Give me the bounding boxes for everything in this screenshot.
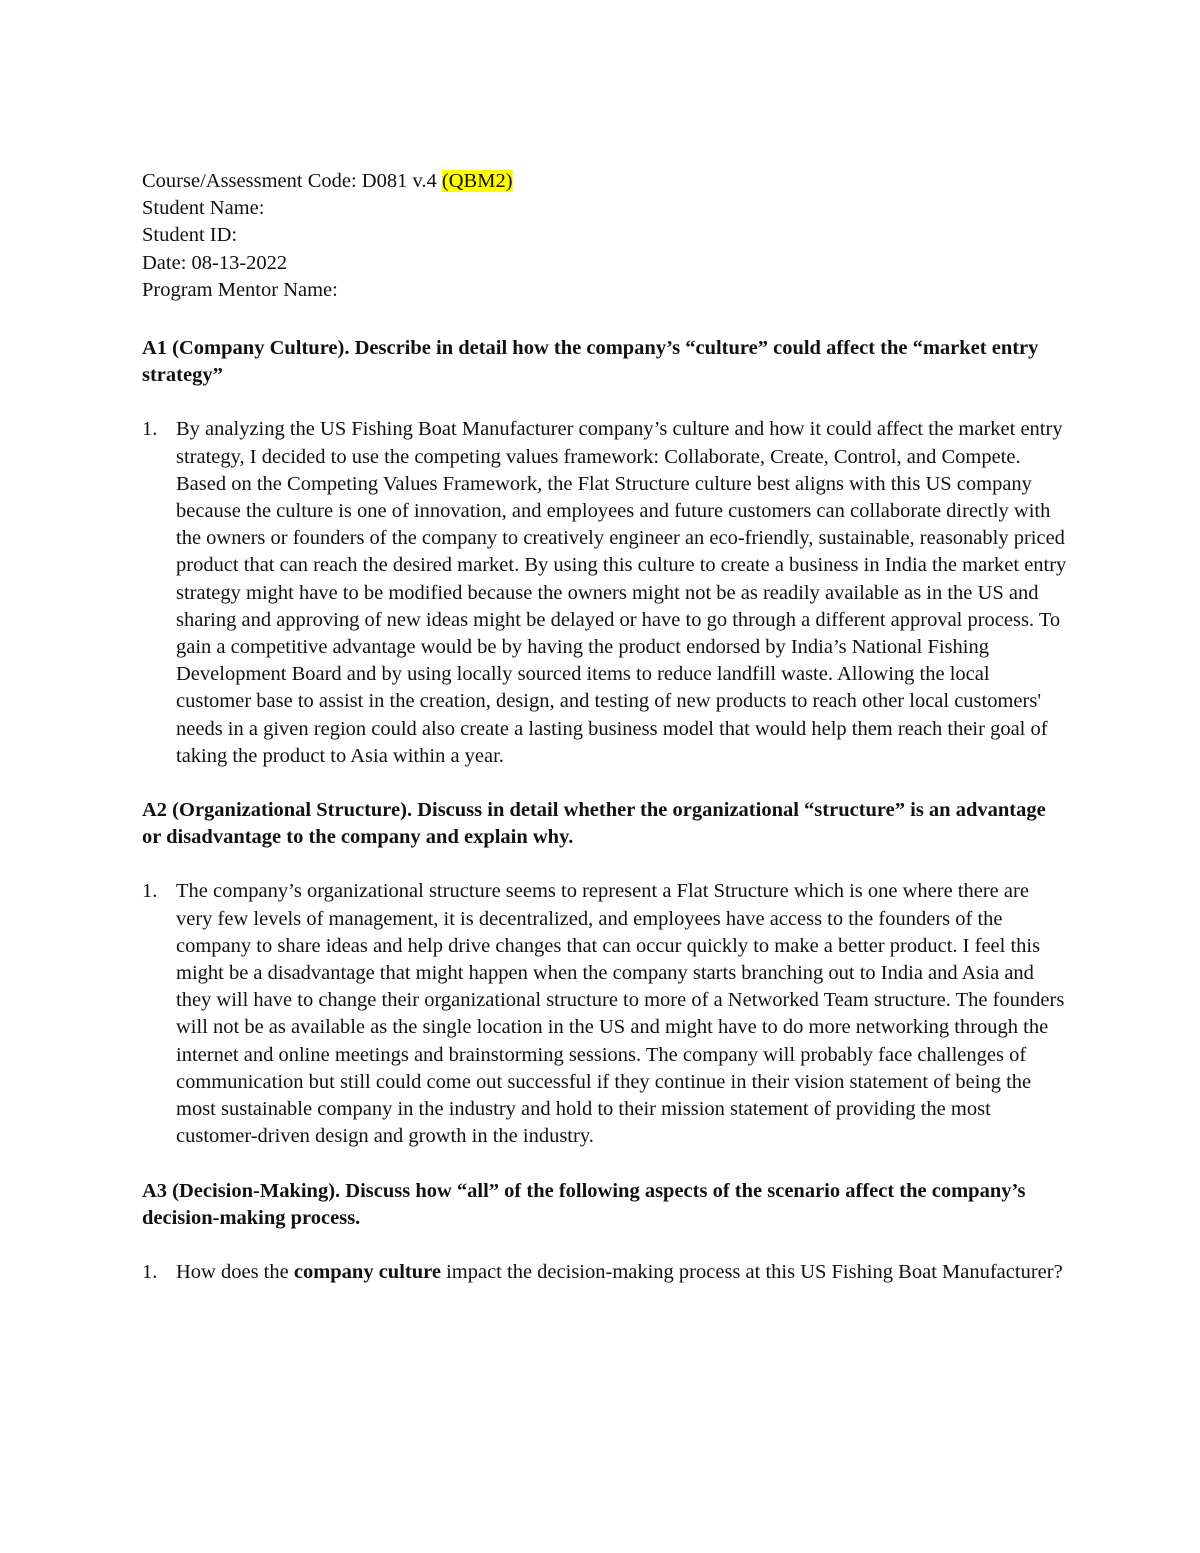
student-name-line: Student Name: [142, 197, 265, 220]
a1-answer-text: By analyzing the US Fishing Boat Manufacturer company’s culture and how it could affect the market entry strategy, I decided to use the competing values framework: Collaborate, Create, Control, and Compete. Based on the Competing Values Framework, the Flat Structure culture best aligns with this US company because the culture is one of innovation, and employees and future customers can collaborate directly with the owners or founders of the company to creatively engineer an eco-friendly, sustainable, reasonably priced product that can reach the desired market. By using this culture to create a business in India the market entry strategy might have to be modified because the owners might not be as readily available as in the US and sharing and approving of new ideas might be delayed or have to go through a different approval process. To gain a competitive advantage would be by having the product endorsed by India’s National Fishing Development Board and by using locally sourced items to reduce landfill waste. Allowing the local customer base to assist in the creation, design, and testing of new products to reach other local customers' needs in a given region could also create a lasting business model that would help them reach their goal of taking the product to Asia within a year. [176, 418, 1067, 767]
a3-list-number: 1. [142, 1260, 158, 1283]
a2-heading: A2 (Organizational Structure). Discuss in detail whether the organizational “structure” is an advantage or disadvantage to the company and explain why. [142, 799, 1046, 849]
a3-question-text [176, 1259, 1067, 1286]
a2-list-number: 1. [142, 880, 158, 903]
a3-question-before: How does the [176, 1260, 294, 1283]
student-id-line: Student ID: [142, 224, 238, 247]
document-page [142, 168, 1067, 1286]
a3-heading: A3 (Decision-Making). Discuss how “all” of the following aspects of the scenario affect the company’s decision-making process. [142, 1179, 1026, 1229]
a1-answer [142, 416, 1067, 770]
a3-question-after: impact the decision-making process at this US Fishing Boat Manufacturer? [440, 1260, 1063, 1283]
a3-question [142, 1259, 1067, 1286]
mentor-line: Program Mentor Name: [142, 278, 338, 301]
a1-heading: A1 (Company Culture). Describe in detail how the company’s “culture” could affect the “market entry strategy” [142, 337, 1039, 387]
a1-list-number: 1. [142, 418, 158, 441]
course-code-highlight: (QBM2) [441, 170, 513, 192]
course-code-label: Course/Assessment Code: D081 v.4 [142, 170, 442, 192]
course-code-line [142, 168, 1067, 195]
a3-question-bold: company culture [293, 1260, 441, 1283]
a2-answer [142, 878, 1067, 1150]
date-line: Date: 08-13-2022 [142, 251, 288, 274]
a2-answer-text: The company’s organizational structure seems to represent a Flat Structure which is one where there are very few levels of management, it is decentralized, and employees have access to the founders of the company to share ideas and help drive changes that can occur quickly to make a better product. I feel this might be a disadvantage that might happen when the company starts branching out to India and Asia and they will have to change their organizational structure to more of a Networked Team structure. The founders will not be as available as the single location in the US and might have to do more networking through the internet and online meetings and brainstorming sessions. The company will probably face challenges of communication but still could come out successful if they continue in their vision statement of being the most sustainable company in the industry and hold to their mission statement of providing the most customer-driven design and growth in the industry. [176, 880, 1065, 1148]
